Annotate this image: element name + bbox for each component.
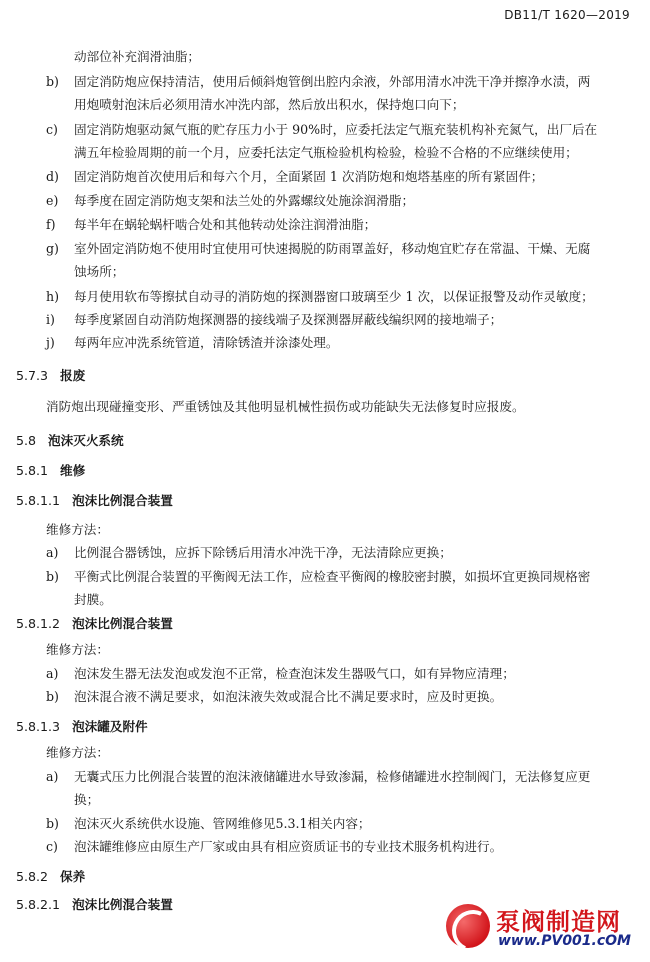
list-item: 无囊式压力比例混合装置的泡沫液储罐进水导致渗漏，检修储罐进水控制阀门，无法修复应更 <box>74 769 591 784</box>
section-heading <box>16 368 85 384</box>
list-item: 每月使用软布等擦拭自动寻的消防炮的探测器窗口玻璃至少 1 次，以保证报警及动作灵敏度； <box>74 289 594 304</box>
list-item: 蚀场所； <box>74 264 125 279</box>
list-item: 泡沫灭火系统供水设施、管网维修见5.3.1相关内容； <box>74 816 371 831</box>
section-title: 泡沫比例混合装置 <box>72 616 173 631</box>
section-number: 5.8.1 <box>16 463 49 478</box>
section-number: 5.7.3 <box>16 368 49 383</box>
paragraph: 消防炮出现碰撞变形、严重锈蚀及其他明显机械性损伤或功能缺失无法修复时应报废。 <box>46 399 525 414</box>
paragraph: 维修方法： <box>46 642 109 657</box>
section-title: 报废 <box>60 368 86 383</box>
section-number: 5.8.1.1 <box>16 493 61 508</box>
list-item-label: b) <box>46 689 59 704</box>
section-heading <box>16 463 85 479</box>
list-item: 比例混合器锈蚀，应拆下除锈后用清水冲洗干净，无法清除应更换； <box>74 545 452 560</box>
list-item-label: j) <box>46 335 55 350</box>
list-item: 平衡式比例混合装置的平衡阀无法工作，应检查平衡阀的橡胶密封膜，如损坏宜更换同规格密 <box>74 569 591 584</box>
section-heading <box>16 897 173 913</box>
section-title: 保养 <box>60 869 86 884</box>
section-number: 5.8 <box>16 433 37 448</box>
list-item: 每季度在固定消防炮支架和法兰处的外露螺纹处施涂润滑脂； <box>74 193 415 208</box>
watermark-url: www.PV001.cOM <box>498 933 631 949</box>
section-title: 泡沫罐及附件 <box>72 719 148 734</box>
watermark-text: 泵阀制造网 <box>496 908 621 936</box>
list-item: 每两年应冲洗系统管道，清除锈渣并涂漆处理。 <box>74 335 339 350</box>
section-number: 5.8.2.1 <box>16 897 61 912</box>
section-heading <box>16 869 85 885</box>
list-item: 泡沫罐维修应由原生产厂家或由具有相应资质证书的专业技术服务机构进行。 <box>74 839 503 854</box>
list-item: 泡沫发生器无法发泡或发泡不正常，检查泡沫发生器吸气口，如有异物应清理； <box>74 666 515 681</box>
list-item-label: a) <box>46 666 59 681</box>
list-item-label: a) <box>46 769 59 784</box>
list-item: 泡沫混合液不满足要求，如泡沫液失效或混合比不满足要求时，应及时更换。 <box>74 689 503 704</box>
site-watermark <box>446 898 636 956</box>
list-item: 每半年在蜗轮蜗杆啮合处和其他转动处涂注润滑油脂； <box>74 217 377 232</box>
section-title: 维修 <box>60 463 86 478</box>
list-item: 室外固定消防炮不使用时宜使用可快速揭脱的防雨罩盖好，移动炮宜贮存在常温、干燥、无腐 <box>74 241 591 256</box>
list-item: 动部位补充润滑油脂； <box>74 49 200 64</box>
paragraph: 维修方法： <box>46 522 109 537</box>
section-number: 5.8.1.3 <box>16 719 61 734</box>
list-item-label: b) <box>46 569 59 584</box>
section-title: 泡沫比例混合装置 <box>72 493 173 508</box>
list-item: 用炮喷射泡沫后必须用清水冲洗内部，然后放出积水，保持炮口向下； <box>74 97 465 112</box>
list-item-label: b) <box>46 816 59 831</box>
list-item: 换； <box>74 792 100 807</box>
list-item-label: h) <box>46 289 60 304</box>
section-number: 5.8.1.2 <box>16 616 61 631</box>
section-title: 泡沫比例混合装置 <box>72 897 173 912</box>
list-item-label: i) <box>46 312 55 327</box>
section-heading <box>16 433 124 449</box>
section-title: 泡沫灭火系统 <box>48 433 124 448</box>
list-item: 封膜。 <box>74 592 112 607</box>
list-item: 每季度紧固自动消防炮探测器的接线端子及探测器屏蔽线编织网的接地端子； <box>74 312 503 327</box>
list-item: 固定消防炮驱动氮气瓶的贮存压力小于 90%时，应委托法定气瓶充装机构补充氮气，出厂后在 <box>74 122 598 137</box>
list-item-label: c) <box>46 122 58 137</box>
list-item: 满五年检验周期的前一个月，应委托法定气瓶检验机构检验，检验不合格的不应继续使用； <box>74 145 578 160</box>
document-code: DB11/T 1620—2019 <box>504 8 630 22</box>
list-item-label: f) <box>46 217 56 232</box>
paragraph: 维修方法： <box>46 745 109 760</box>
section-heading <box>16 493 173 509</box>
list-item: 固定消防炮应保持清洁，使用后倾斜炮管倒出腔内余液，外部用清水冲洗干净并擦净水渍，两 <box>74 74 591 89</box>
list-item-label: a) <box>46 545 59 560</box>
list-item-label: e) <box>46 193 59 208</box>
section-number: 5.8.2 <box>16 869 49 884</box>
section-heading <box>16 719 148 735</box>
list-item-label: d) <box>46 169 59 184</box>
list-item-label: b) <box>46 74 59 89</box>
section-heading <box>16 616 173 632</box>
list-item: 固定消防炮首次使用后和每六个月，全面紧固 1 次消防炮和炮塔基座的所有紧固件； <box>74 169 544 184</box>
list-item-label: g) <box>46 241 59 256</box>
list-item-label: c) <box>46 839 58 854</box>
